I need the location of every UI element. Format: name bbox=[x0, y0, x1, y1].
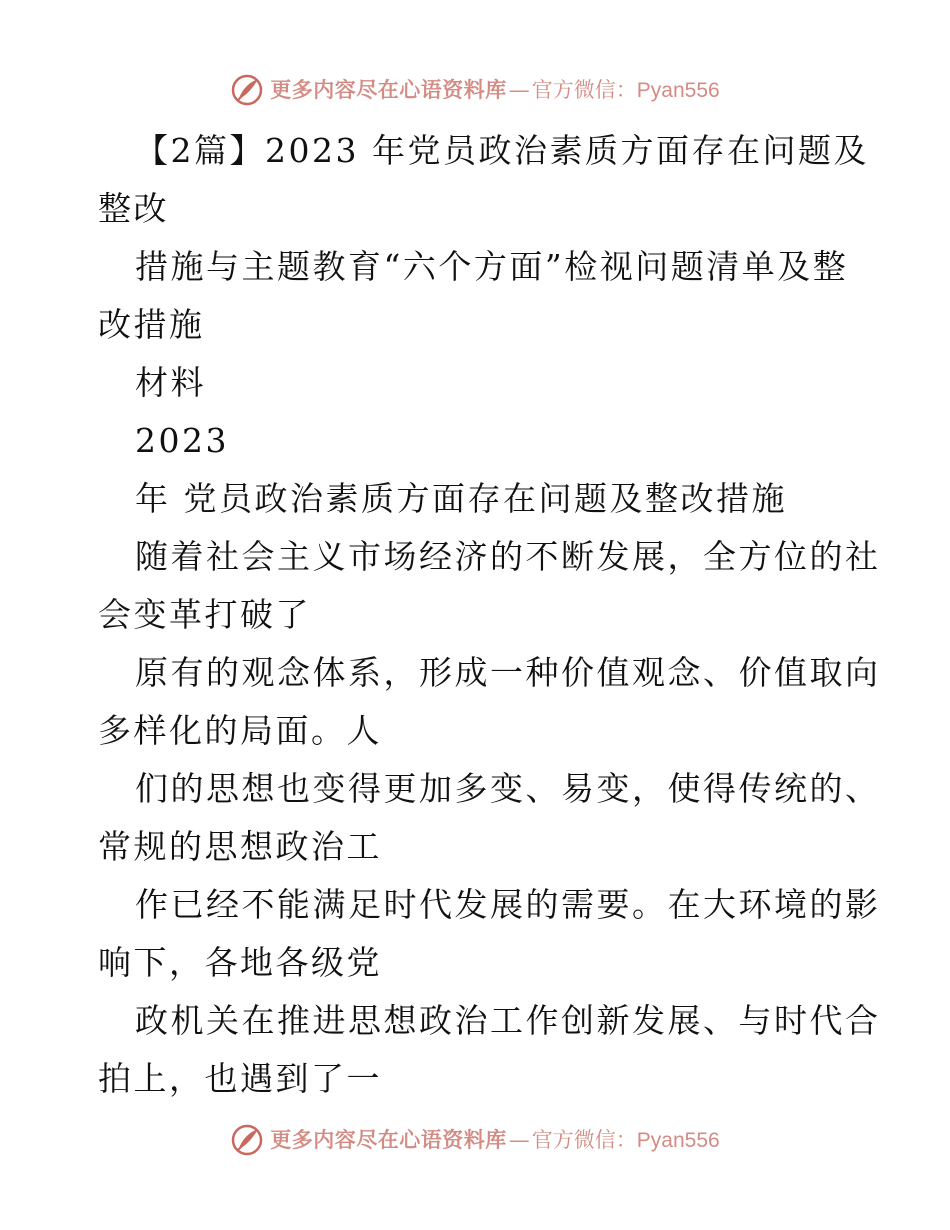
feather-pen-logo-icon bbox=[230, 1123, 264, 1157]
watermark-contact-id: Pyan556 bbox=[636, 78, 720, 102]
watermark-site-name: 更多内容尽在心语资料库 bbox=[270, 77, 507, 102]
document-line: 拍上，也遇到了一 bbox=[98, 1059, 382, 1098]
watermark-dash: — bbox=[508, 77, 530, 102]
document-line: 材料 bbox=[135, 363, 206, 402]
document-line: 随着社会主义市场经济的不断发展，全方位的社 bbox=[135, 537, 881, 576]
document-line: 多样化的局面。人 bbox=[98, 711, 382, 750]
watermark-text bbox=[270, 1127, 720, 1152]
document-line: 政机关在推进思想政治工作创新发展、与时代合 bbox=[135, 1001, 881, 1040]
document-line: 常规的思想政治工 bbox=[98, 827, 382, 866]
document-title-line: 【2篇】2023 年党员政治素质方面存在问题及 bbox=[135, 131, 869, 170]
document-line: 会变革打破了 bbox=[98, 595, 311, 634]
document-line: 原有的观念体系，形成一种价值观念、价值取向 bbox=[135, 653, 881, 692]
feather-pen-logo-icon bbox=[230, 73, 264, 107]
document-line: 改措施 bbox=[98, 305, 205, 344]
watermark-contact-id: Pyan556 bbox=[636, 1128, 720, 1152]
document-line: 作已经不能满足时代发展的需要。在大环境的影 bbox=[135, 885, 881, 924]
footer-watermark bbox=[0, 1120, 950, 1160]
document-line: 们的思想也变得更加多变、易变，使得传统的、 bbox=[135, 769, 881, 808]
header-watermark bbox=[0, 70, 950, 110]
watermark-text bbox=[270, 77, 720, 102]
document-body bbox=[98, 122, 881, 1108]
document-line: 响下，各地各级党 bbox=[98, 943, 382, 982]
document-line: 2023 bbox=[135, 421, 229, 460]
watermark-dash: — bbox=[508, 1127, 530, 1152]
watermark-contact-label: 官方微信： bbox=[531, 1127, 637, 1152]
document-line: 措施与主题教育“六个方面”检视问题清单及整 bbox=[135, 247, 849, 286]
watermark-contact-label: 官方微信： bbox=[531, 77, 637, 102]
document-line: 年 党员政治素质方面存在问题及整改措施 bbox=[135, 479, 787, 518]
watermark-site-name: 更多内容尽在心语资料库 bbox=[270, 1127, 507, 1152]
document-line: 整改 bbox=[98, 189, 169, 228]
